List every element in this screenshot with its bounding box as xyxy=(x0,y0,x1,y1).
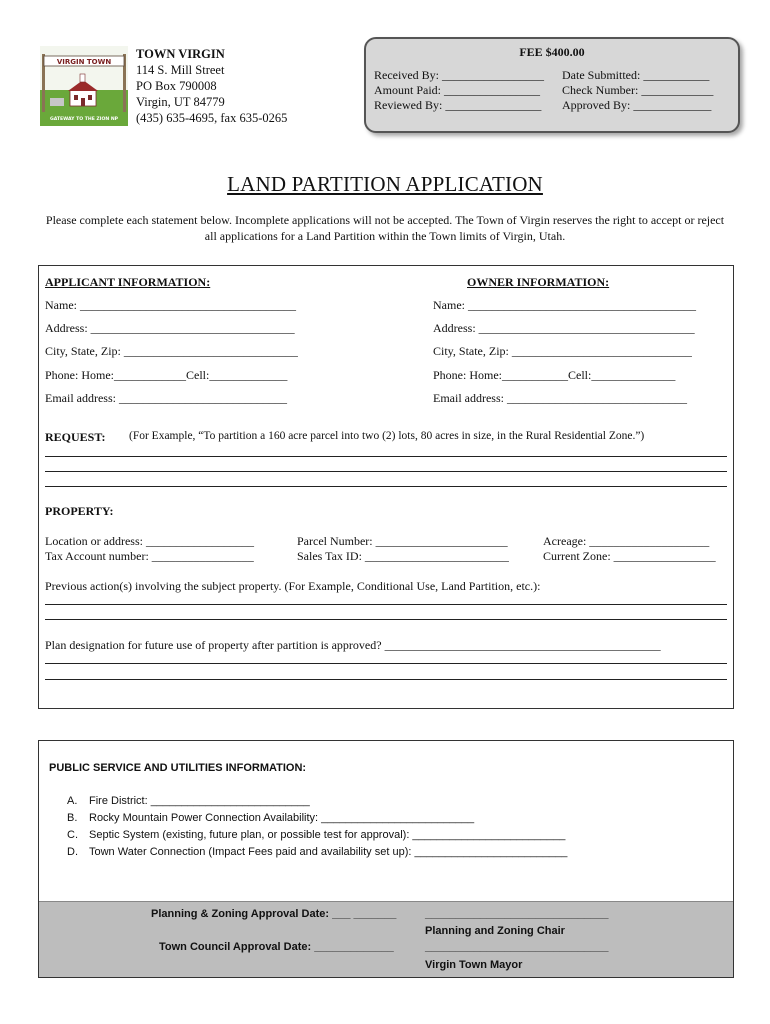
request-label: REQUEST: xyxy=(45,430,106,444)
acreage-field[interactable]: Acreage: ____________________ xyxy=(543,534,710,548)
received-by-field[interactable]: Received By: _________________ xyxy=(374,68,544,82)
applicant-email-field[interactable]: Email address: ____________________________ xyxy=(45,391,287,405)
owner-name-field[interactable]: Name: ______________________________________ xyxy=(433,298,696,312)
applicant-address-field[interactable]: Address: __________________________________ xyxy=(45,321,295,335)
fire-district-item[interactable]: A. Fire District: __________________________ xyxy=(67,795,310,807)
power-connection-item[interactable]: B. Rocky Mountain Power Connection Availability: _________________________ xyxy=(67,812,475,824)
svg-text:VIRGIN TOWN: VIRGIN TOWN xyxy=(56,58,112,66)
request-line-1[interactable] xyxy=(45,456,727,457)
request-example: (For Example, “To partition a 160 acre parcel into two (2) lots, 80 acres in size, in the Rural Residential Zone.”) xyxy=(129,430,645,442)
request-line-2[interactable] xyxy=(45,471,727,472)
address-line-3: Virgin, UT 84779 xyxy=(136,95,225,109)
applicant-phone-field[interactable]: Phone: Home:____________Cell:_____________ xyxy=(45,368,288,382)
applicant-city-field[interactable]: City, State, Zip: _____________________________ xyxy=(45,344,298,358)
date-submitted-field[interactable]: Date Submitted: ___________ xyxy=(562,68,710,82)
public-service-box xyxy=(38,740,734,978)
town-name: TOWN VIRGIN xyxy=(136,47,225,61)
water-connection-item[interactable]: D. Town Water Connection (Impact Fees paid and availability set up): _________________________ xyxy=(67,846,568,858)
address-line-4: (435) 635-4695, fax 635-0265 xyxy=(136,111,288,125)
pz-approval-date-field[interactable]: Planning & Zoning Approval Date: ___ _______ xyxy=(151,908,397,920)
council-approval-date-field[interactable]: Town Council Approval Date: _____________ xyxy=(159,941,394,953)
plan-line-2[interactable] xyxy=(45,679,727,680)
previous-line-2[interactable] xyxy=(45,619,727,620)
approval-band xyxy=(39,901,733,977)
check-number-field[interactable]: Check Number: ____________ xyxy=(562,83,714,97)
town-address-block xyxy=(136,46,287,126)
approved-by-field[interactable]: Approved By: _____________ xyxy=(562,98,712,112)
owner-heading: OWNER INFORMATION: xyxy=(467,275,610,289)
mayor-label: Virgin Town Mayor xyxy=(425,959,523,971)
tax-account-field[interactable]: Tax Account number: _________________ xyxy=(45,549,254,563)
owner-phone-field[interactable]: Phone: Home:___________Cell:______________ xyxy=(433,368,676,382)
svg-text:GATEWAY TO THE ZION NP: GATEWAY TO THE ZION NP xyxy=(49,117,119,122)
mayor-signature-line[interactable]: ______________________________ xyxy=(425,941,609,953)
plan-designation-field[interactable]: Plan designation for future use of property after partition is approved? ______________________________________________ xyxy=(45,638,661,652)
plan-line-1[interactable] xyxy=(45,663,727,664)
current-zone-field[interactable]: Current Zone: _________________ xyxy=(543,549,716,563)
sales-tax-field[interactable]: Sales Tax ID: ________________________ xyxy=(297,549,509,563)
amount-paid-field[interactable]: Amount Paid: ________________ xyxy=(374,83,541,97)
reviewed-by-field[interactable]: Reviewed By: ________________ xyxy=(374,98,542,112)
previous-line-1[interactable] xyxy=(45,604,727,605)
applicant-heading: APPLICANT INFORMATION: xyxy=(45,275,211,289)
parcel-number-field[interactable]: Parcel Number: ______________________ xyxy=(297,534,508,548)
intro-text: Please complete each statement below. Incomplete applications will not be accepted. The Town of Virgin reserves the right to accept or reject all applications for a Land Partition within the Town limits of Virgin, Utah. xyxy=(45,213,725,243)
request-line-3[interactable] xyxy=(45,486,727,487)
owner-city-field[interactable]: City, State, Zip: ______________________________ xyxy=(433,344,692,358)
location-field[interactable]: Location or address: __________________ xyxy=(45,534,254,548)
property-heading: PROPERTY: xyxy=(45,504,114,518)
septic-system-item[interactable]: C. Septic System (existing, future plan, or possible test for approval): _________________________ xyxy=(67,829,566,841)
address-line-1: 114 S. Mill Street xyxy=(136,63,225,77)
fee-title: FEE $400.00 xyxy=(519,45,585,59)
address-line-2: PO Box 790008 xyxy=(136,79,217,93)
previous-actions-label: Previous action(s) involving the subject property. (For Example, Conditional Use, Land Partition, etc.): xyxy=(45,579,541,593)
office-use-fee-box xyxy=(364,37,740,133)
application-form-box xyxy=(38,265,734,709)
pz-chair-label: Planning and Zoning Chair xyxy=(425,925,565,937)
owner-email-field[interactable]: Email address: ______________________________ xyxy=(433,391,687,405)
public-service-heading: PUBLIC SERVICE AND UTILITIES INFORMATION: xyxy=(49,762,307,774)
applicant-name-field[interactable]: Name: ____________________________________ xyxy=(45,298,296,312)
page-title: LAND PARTITION APPLICATION xyxy=(227,172,543,196)
pz-signature-line[interactable]: ______________________________ xyxy=(425,908,609,920)
owner-address-field[interactable]: Address: ____________________________________ xyxy=(433,321,695,335)
town-logo xyxy=(40,46,128,126)
